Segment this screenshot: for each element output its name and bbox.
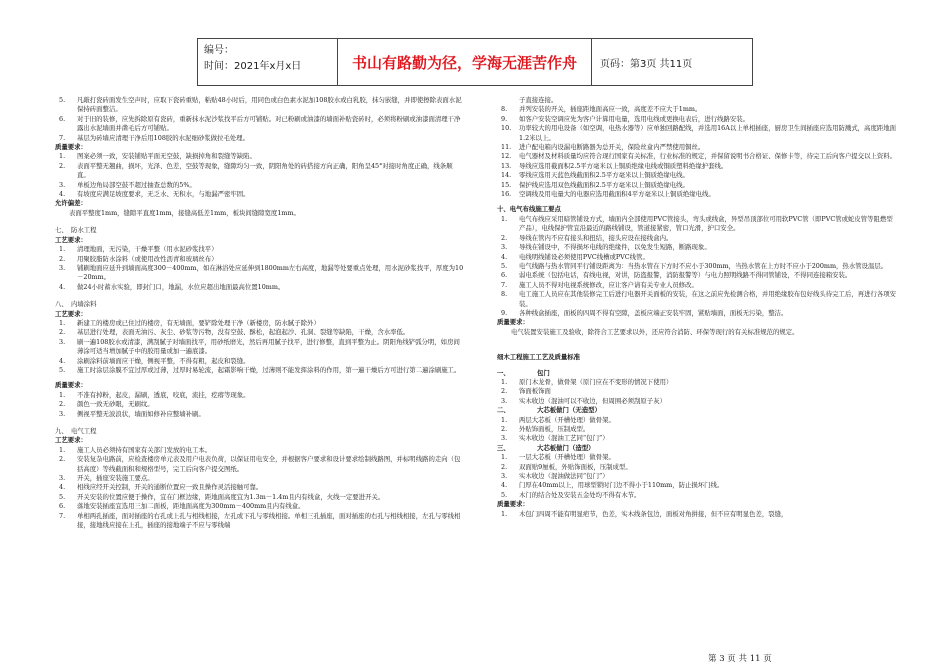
wood-sub-2-title: 大芯板做门（无造型） xyxy=(537,406,601,415)
list-item xyxy=(497,253,897,262)
item-text: 两层大芯板（开槽处理）做骨架。 xyxy=(519,415,615,424)
list-eight-quality xyxy=(55,391,465,419)
item-text: 导线在管内不应有接头和扭结，接头应设在接线盒内。 xyxy=(519,233,673,242)
item-text: 零线应选用天蓝色线截面积2.5平方毫米以上铜质绝缘电线。 xyxy=(519,171,689,180)
item-number xyxy=(497,96,519,105)
item-text: 表面平整无翘曲，损坏，光泽、色差，空鼓等现象，缝隙均匀一致，阴阳角处的砖搭接方向正确，阳角呈45°对接时角度正确，线条顺直。 xyxy=(77,161,453,180)
item-text: 开关安装的位置应便于操作，宜在门框边缘，距地面高度宜为1.3m－1.4m且内有线盒，火线一定要进开关。 xyxy=(77,492,385,501)
list-item xyxy=(497,171,897,180)
list-item xyxy=(497,309,897,318)
item-text: 电气线路与热水管同平行铺设距离为：当热水管在下方时不应小于300mm，当热水管在上方时不应小于200mm，热水管设温层。 xyxy=(519,261,888,270)
item-number: 6. xyxy=(59,114,66,123)
item-text: 木门的结合处及安装五金处均不得有木节。 xyxy=(519,490,641,499)
wood-sub-1 xyxy=(497,369,897,378)
list-item xyxy=(55,134,465,143)
list-item xyxy=(55,410,465,419)
item-number: 9. xyxy=(501,308,508,317)
section-seven-title: 七、 防水工程 xyxy=(55,226,97,235)
list-item xyxy=(55,483,465,492)
item-number: 12. xyxy=(501,152,512,161)
list-item xyxy=(497,281,897,290)
item-number: 4. xyxy=(501,252,508,261)
item-number: 4. xyxy=(59,356,66,365)
item-number: 4. xyxy=(59,483,66,492)
item-number: 16. xyxy=(501,190,512,199)
item-number: 3. xyxy=(59,474,66,483)
item-number: 11. xyxy=(501,143,512,152)
item-text: 对于旧的装修，应先拆除原有瓷砖，重新抹水泥沙浆找平后方可铺贴。对已粉刷或油漆的墙面补贴瓷砖时，必须将粉刷或油漆面清理干净露出水泥墙面并凿毛后方可铺贴。 xyxy=(77,114,461,133)
item-text: 开关，插座安装施工要点。 xyxy=(77,474,154,483)
item-text: 做24小时蓄水实验，即封门口，地漏，水位应超出地面最高位置10mm。 xyxy=(77,282,285,291)
item-number: 2. xyxy=(59,161,66,170)
item-text: 相线应经开关控制，开关的通断位置应一致且操作灵活接触可靠。 xyxy=(77,483,263,492)
item-number: 1. xyxy=(501,214,508,223)
list-item xyxy=(497,290,897,309)
item-number: 3. xyxy=(501,472,508,481)
quality-heading: 质量要求： xyxy=(55,381,87,390)
list-w-quality xyxy=(497,510,897,519)
tolerance-text: 表面平整度1mm，缝隙平直度1mm，接缝高低差1mm，板块间缝隙宽度1mm。 xyxy=(69,208,300,217)
list-item xyxy=(55,152,465,161)
item-text: 图案必须一致，安装铺贴平面无空鼓，缺损掉角和裂缝等缺陷。 xyxy=(77,152,256,161)
item-number: 2. xyxy=(501,425,508,433)
list-item xyxy=(497,425,897,434)
item-text: 外贴饰面板，压制成型。 xyxy=(519,425,590,433)
item-text: 保护线应选用双色线截面积2.5平方毫米以上铜质绝缘电线。 xyxy=(519,180,689,189)
right-column xyxy=(497,96,897,519)
list-item xyxy=(497,491,897,500)
item-text: 凡敲打瓷砖面发生空声时，应取下瓷砖重贴，粘贴48小时后，用同色或白色素水泥加108胶水或白乳胶，抹匀嵌缝，并即使擦除表面水泥保持砖面整洁。 xyxy=(77,96,462,114)
list-item xyxy=(55,264,465,283)
wood-sub-3 xyxy=(497,444,897,453)
list-item xyxy=(497,115,897,124)
list-item xyxy=(55,446,465,455)
item-text: 实木收边（混油做法同“包门”） xyxy=(519,472,609,481)
list-item xyxy=(55,502,465,511)
item-text: 刷一遍108胶水或清漆，满刮腻子对墙面找平，用砂纸磨光，然后再用腻子找平，进行修整，直到平整为止。阴阳角线铲弧分明，如房间薄涂可适当增加腻子中的胶用量或加一遍底漆。 xyxy=(77,337,460,356)
list-item xyxy=(55,493,465,502)
list-item xyxy=(55,162,465,181)
item-number: 7. xyxy=(59,511,66,520)
item-number: 8. xyxy=(501,290,508,299)
item-number: 5. xyxy=(501,261,508,270)
list-item xyxy=(55,181,465,190)
item-number: 3. xyxy=(501,243,508,252)
item-number: 10. xyxy=(501,124,512,133)
item-number: 2. xyxy=(501,233,508,242)
item-text: 新建工的楼房或已住过的楼房，有无墙面，要铲除处理干净（新楼房，防水腻子除外） xyxy=(77,318,320,327)
item-text: 清理地面，无污染，干燥平整（用水泥砂浆找平） xyxy=(77,245,218,254)
section-ten-title: 十、电气布线施工要点 xyxy=(497,205,561,214)
item-text: 涂刷涂料前墙面应干燥，侧视平整，不得有粗，起皮和裂缝。 xyxy=(77,356,250,365)
item-number: 8. xyxy=(501,105,508,114)
item-text: 基层为砖墙应清理干净后用108胶的水泥细砂浆做拉毛处理。 xyxy=(77,133,249,142)
wood-sub-2-index: 二、 xyxy=(497,406,510,415)
item-number: 5. xyxy=(59,365,66,374)
item-number: 3. xyxy=(59,263,66,272)
item-text: 一层大芯板（开槽处理）做骨架。 xyxy=(519,453,615,462)
item-text: 弱电系统（包括电话，有线电视，对讲，防盗报警，消防报警等）与电力照明线路不得同管铺设，不得同连接箱安装。 xyxy=(519,271,852,280)
item-text: 并列安装的开关，插座距地面高应一致，高度差不应大于1mm。 xyxy=(519,105,702,114)
item-text: 木包门四周不能有明显疤节，色差，实木线条包边，面板对角拼接，但不应有明显色差，裂缝， xyxy=(519,509,788,518)
item-text: 电线明线铺设必须使用PVC线槽或PVC线管。 xyxy=(519,252,649,261)
list-w1 xyxy=(497,378,897,406)
wood-sub-1-index: 一、 xyxy=(497,368,510,377)
wood-sub-3-title: 大芯板做门（造型） xyxy=(537,443,595,452)
list-item xyxy=(497,271,897,280)
item-number: 3. xyxy=(59,180,66,189)
item-number: 9. xyxy=(501,114,508,123)
item-number: 5. xyxy=(59,96,66,104)
left-column xyxy=(55,96,465,530)
list-item xyxy=(497,105,897,114)
quality-heading: 质量要求： xyxy=(55,143,87,152)
list-item xyxy=(55,255,465,264)
list-item xyxy=(497,416,897,425)
list-item xyxy=(55,366,465,375)
list-r-top xyxy=(497,96,897,199)
list-item xyxy=(497,434,897,443)
list-item xyxy=(497,215,897,234)
list-w2 xyxy=(497,416,897,444)
list-item xyxy=(55,338,465,357)
list-a-quality xyxy=(55,152,465,199)
list-item xyxy=(497,453,897,462)
doc-time-label: 时间：2021年x月x日 xyxy=(204,61,302,72)
item-number: 2. xyxy=(59,254,66,263)
item-number: 1. xyxy=(501,453,508,462)
wood-sub-3-index: 三、 xyxy=(497,443,510,452)
list-item xyxy=(497,190,897,199)
list-item xyxy=(497,96,897,105)
list-item xyxy=(55,512,465,531)
list-item xyxy=(55,190,465,199)
item-number: 3. xyxy=(59,337,66,346)
list-item xyxy=(55,96,465,115)
item-text: 如客户安装空调应先为客户计算用电量，选用电线或更换电表后，进行线路安装。 xyxy=(519,114,750,123)
wood-sub-2 xyxy=(497,406,897,415)
item-number: 5. xyxy=(501,490,508,499)
item-number: 2. xyxy=(59,455,66,464)
list-w3 xyxy=(497,453,897,500)
item-text: 导线在铺设中，不得损坏电线的绝缘件，以免发生短路，断路现象。 xyxy=(519,243,711,252)
item-text: 不准有掉粉，起皮，漏刷，透底，咬底，流挂，疙瘩等现象。 xyxy=(77,390,250,399)
item-number: 7. xyxy=(501,280,508,289)
item-number: 7. xyxy=(59,133,66,142)
list-eight xyxy=(55,319,465,375)
craft-heading: 工艺要求： xyxy=(55,309,87,318)
item-text: 颜色一致无砂眼，无刷纹。 xyxy=(77,400,154,409)
item-number: 3. xyxy=(501,396,508,405)
list-nine xyxy=(55,446,465,531)
list-item xyxy=(497,378,897,387)
section-eight-title: 八、 内墙涂料 xyxy=(55,300,97,309)
item-text: 施工人员必须持有国家有关部门发放的电工本。 xyxy=(77,445,212,454)
quality-heading: 质量要求： xyxy=(497,318,529,327)
item-number: 4. xyxy=(59,190,66,199)
item-number: 2. xyxy=(501,387,508,396)
list-item xyxy=(55,328,465,337)
item-text: 用聚胶脂防水涂料（或使用改性沥青和玻璃丝布） xyxy=(77,254,218,263)
list-seven xyxy=(55,245,465,292)
item-text: 进户配电箱内设漏电断路器为总开关，保险丝盒内严禁使用铜丝。 xyxy=(519,143,705,152)
section-nine-title: 九、 电气工程 xyxy=(55,427,97,435)
item-number: 2. xyxy=(59,328,66,337)
item-text: 有坡度应满足坡度要求，无乏水、无积水，与地漏严密牢固。 xyxy=(77,190,250,199)
item-number: 1. xyxy=(59,318,66,327)
list-item xyxy=(55,357,465,366)
list-item xyxy=(55,455,465,474)
item-number: 14. xyxy=(501,171,512,180)
header-page-info: 页码：第3页 共11页 xyxy=(600,58,693,70)
item-text: 饰面板饰面 xyxy=(519,387,551,396)
item-text: 各种线盒插座，面板的四周不得有空隙，盖板应端正安装牢固，紧贴墙面，面板无污染，整洁。 xyxy=(519,308,788,317)
list-item xyxy=(55,391,465,400)
item-text: 基层进行处理，表面无油污、灰尘、砂浆等污物，没有空鼓、酥松，起泡起沙、孔洞、裂缝等缺陷，干燥，含水率低。 xyxy=(77,328,410,337)
list-item xyxy=(55,245,465,254)
item-text: 铺刷地面应延升到墙面高度300－400mm，如在淋浴处应延伸到1800mm左右高度，地漏等处要重点处理，用水泥砂浆找平，厚度为10－20mm。 xyxy=(77,263,464,282)
item-text: 门厚在40mm以上，用球型锁时门边不得小于110mm，防止损坏门线。 xyxy=(519,481,724,490)
item-number: 4. xyxy=(59,282,66,291)
item-number: 6. xyxy=(59,502,66,511)
item-number: 1. xyxy=(59,445,66,454)
item-text: 功率较大的用电设备（如空调，电热水器等）应单独回路配线，并选用16A以上单相插座，厨房卫生间插座应选用防溅式，高度距地面1.2米以上。 xyxy=(519,124,897,142)
header-slogan: 书山有路勤为径，学海无涯苦作舟 xyxy=(338,39,592,85)
item-text: 侧视平整无波浪状，墙面如修补应整墙补刷。 xyxy=(77,409,205,418)
item-text: 空调线及用电量大的电器应选用截面积4平方毫米以上铜质绝缘电线。 xyxy=(519,190,715,199)
list-item xyxy=(497,397,897,406)
ten-quality-text: 电气装置安装施工及验收，除符合工艺要求以外，还应符合消防、环保等现行的有关标准规范的规定。 xyxy=(511,327,799,336)
item-text: 电气布线应采用暗管铺设方式，墙面内全部使用PVC管接头，弯头或线盒，异型吊顶部位可用软PVC管（即PVC管或蛇皮管等阻燃型产品），电线保护管宜沿最近的路线铺设，管道接紧密，管口光滑，护口安全。 xyxy=(519,214,893,233)
item-number: 1. xyxy=(59,152,66,161)
list-item xyxy=(55,400,465,409)
list-item xyxy=(497,152,897,161)
item-text: 单相两孔插座，面对插座的右孔或上孔与相线相接，左孔或下孔与零线相接。单相三孔插座，面对插座的右孔与相线相接，左孔与零线相接，接地线应接在上孔，插座的接地端子不应与零线端 xyxy=(77,511,461,530)
list-item xyxy=(497,243,897,252)
craft-heading: 工艺要求： xyxy=(55,436,87,445)
item-text: 落地安装插座宜选用三加二面板，距地面高度为300mm－400mm且内有线盒。 xyxy=(77,502,305,511)
item-text: 安装复杂电路前，应检查楼房单元表及用户电表负荷，以保证用电安全，并根据客户要求和设计要求绘制线路图，并标明线路的走向（包括高度）等线截面积和规格型号，完工后向客户提交图纸。 xyxy=(77,455,461,473)
quality-heading: 质量要求： xyxy=(497,500,529,509)
item-number: 15. xyxy=(501,180,512,189)
list-item xyxy=(497,124,897,143)
item-number: 1. xyxy=(501,415,508,424)
item-number: 2. xyxy=(59,400,66,409)
tolerance-heading: 允许偏差： xyxy=(55,199,87,208)
list-item xyxy=(55,319,465,328)
item-text: 实木收边（混油工艺同“包门”） xyxy=(519,434,609,443)
list-item xyxy=(497,262,897,271)
item-text: 施工时涂层涂膜不宜过厚或过薄，过厚时易轮流，起霜影响干燥，过薄则不能发挥涂料的作用，第一遍干燥后方可进行第二遍涂刷施工。 xyxy=(77,365,461,374)
item-text: 电气器材及材料质量均应符合现行国家有关标准，行业标准的规定，并保留说明书合格证、保修卡等，待完工后向客户提交以上资料。 xyxy=(519,152,897,161)
item-number: 5. xyxy=(59,492,66,501)
item-number: 3. xyxy=(501,434,508,443)
item-text: 子直接连接。 xyxy=(519,96,558,104)
item-text: 电工施工人员应在其他装修完工后进行电器开关面板的安装，在这之前应先检测合格，并用绝缘胶布包好线头待完工后，再进行各项安装。 xyxy=(519,290,897,308)
list-item xyxy=(55,283,465,292)
list-item xyxy=(497,162,897,171)
wood-sub-1-title: 包门 xyxy=(537,368,550,377)
item-number: 6. xyxy=(501,271,508,280)
header-meta xyxy=(198,39,338,85)
item-number: 1. xyxy=(59,390,66,399)
list-item xyxy=(55,115,465,134)
list-ten xyxy=(497,215,897,318)
item-text: 单板边角局部空鼓不超过抽查总数的5%。 xyxy=(77,180,196,189)
list-a xyxy=(55,96,465,143)
list-item xyxy=(497,181,897,190)
item-text: 原门木龙骨，做骨架（原门应在不变形的情况下使用） xyxy=(519,377,673,386)
item-text: 导线应选用截面积2.5平方毫米以上铜质绝缘电线或铜质塑料绝缘护套线。 xyxy=(519,161,728,170)
item-number: 1. xyxy=(501,509,508,518)
item-number: 2. xyxy=(501,462,508,471)
item-number: 1. xyxy=(59,245,66,254)
list-item xyxy=(497,481,897,490)
list-item xyxy=(497,234,897,243)
item-number: 4. xyxy=(501,481,508,490)
craft-heading: 工艺要求： xyxy=(55,235,87,244)
item-text: 实木收边（混油可以不收边，但周围必须刮原子灰） xyxy=(519,396,666,405)
wood-section-title: 细木工程施工工艺及质量标准 xyxy=(497,353,581,362)
page-header xyxy=(197,38,753,86)
item-number: 1. xyxy=(501,377,508,386)
item-text: 施工人员不得对电视系统修改，应让客户请有关专业人员修改。 xyxy=(519,280,698,289)
doc-number-label: 编号： xyxy=(204,45,234,56)
item-text: 双面贴9厘板，外贴饰面板，压制成型。 xyxy=(519,462,632,471)
page-footer: 第 3 页 共 11 页 xyxy=(708,654,772,664)
item-number: 13. xyxy=(501,161,512,170)
list-item xyxy=(497,510,897,519)
list-item xyxy=(497,387,897,396)
item-number: 3. xyxy=(59,409,66,418)
list-item xyxy=(497,463,897,472)
